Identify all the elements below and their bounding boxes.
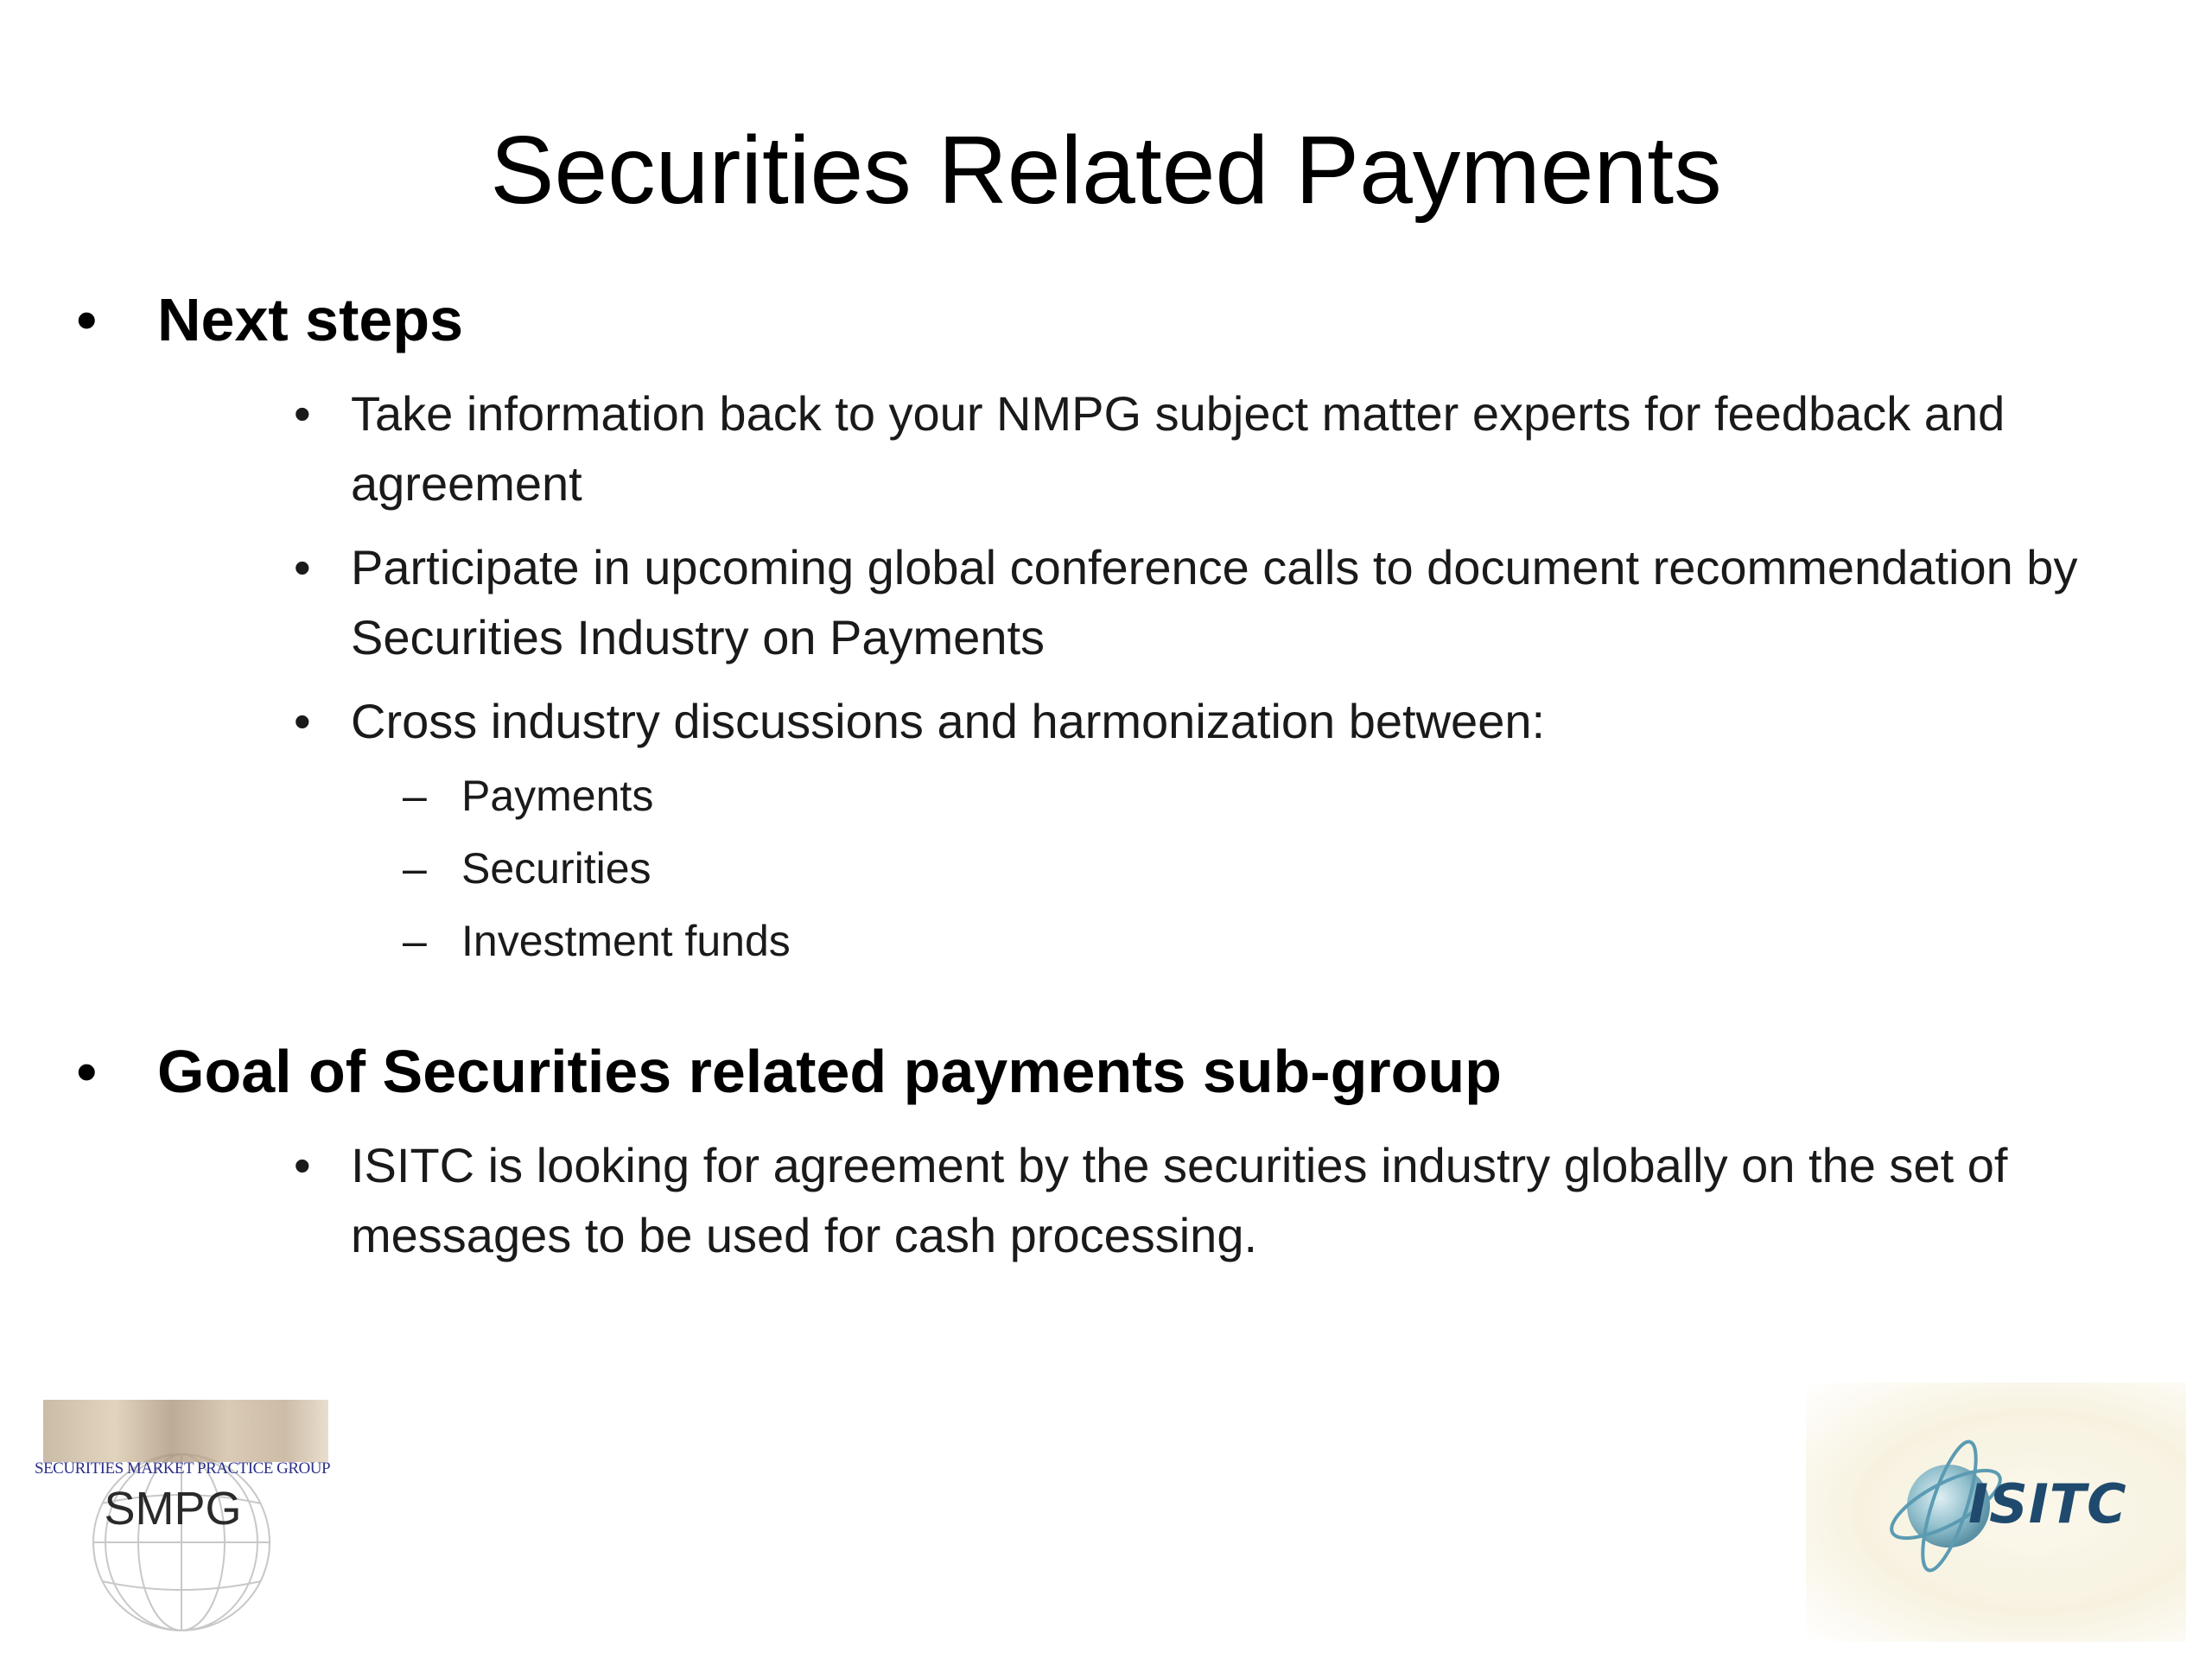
list-item-line: Cross industry discussions and harmonization between: xyxy=(351,694,1546,748)
heading-text: Goal of Securities related payments sub-group xyxy=(157,1038,1502,1105)
bullet: • xyxy=(294,386,311,441)
list-item-line: ISITC is looking for agreement by the securities industry globally on the set of xyxy=(351,1138,2008,1192)
dash-bullet: – xyxy=(403,917,427,965)
sub-list-item-text: Payments xyxy=(461,772,654,820)
smpg-name: SMPG xyxy=(104,1483,242,1535)
dash-bullet: – xyxy=(403,772,427,820)
slide-title: Securities Related Payments xyxy=(490,117,1722,224)
bullet: • xyxy=(76,286,98,353)
bullet: • xyxy=(294,540,311,594)
sub-list-item-text: Securities xyxy=(461,844,652,893)
heading-text: Next steps xyxy=(157,286,464,353)
isitc-name: ISITC xyxy=(1968,1472,2127,1535)
list-item-line: Take information back to your NMPG subject matter experts for feedback and xyxy=(351,386,2005,441)
list-item xyxy=(294,686,2143,756)
bullet: • xyxy=(76,1038,98,1105)
list-item-line: Participate in upcoming global conference calls to document recommendation by xyxy=(351,540,2078,594)
smpg-logo xyxy=(35,1400,331,1633)
smpg-banner-image xyxy=(43,1400,328,1462)
list-item xyxy=(294,532,2143,672)
bullet: • xyxy=(294,1138,311,1192)
smpg-tagline: SECURITIES MARKET PRACTICE GROUP xyxy=(35,1459,331,1478)
list-item-line: agreement xyxy=(351,456,582,511)
isitc-logo xyxy=(1806,1382,2186,1642)
list-item-line: Securities Industry on Payments xyxy=(351,610,1046,664)
list-item xyxy=(294,1130,2143,1270)
dash-bullet: – xyxy=(403,844,427,893)
list-item-line: messages to be used for cash processing. xyxy=(351,1208,1258,1262)
sub-list-item-text: Investment funds xyxy=(461,917,791,965)
bullet: • xyxy=(294,694,311,748)
list-item xyxy=(294,378,2143,518)
